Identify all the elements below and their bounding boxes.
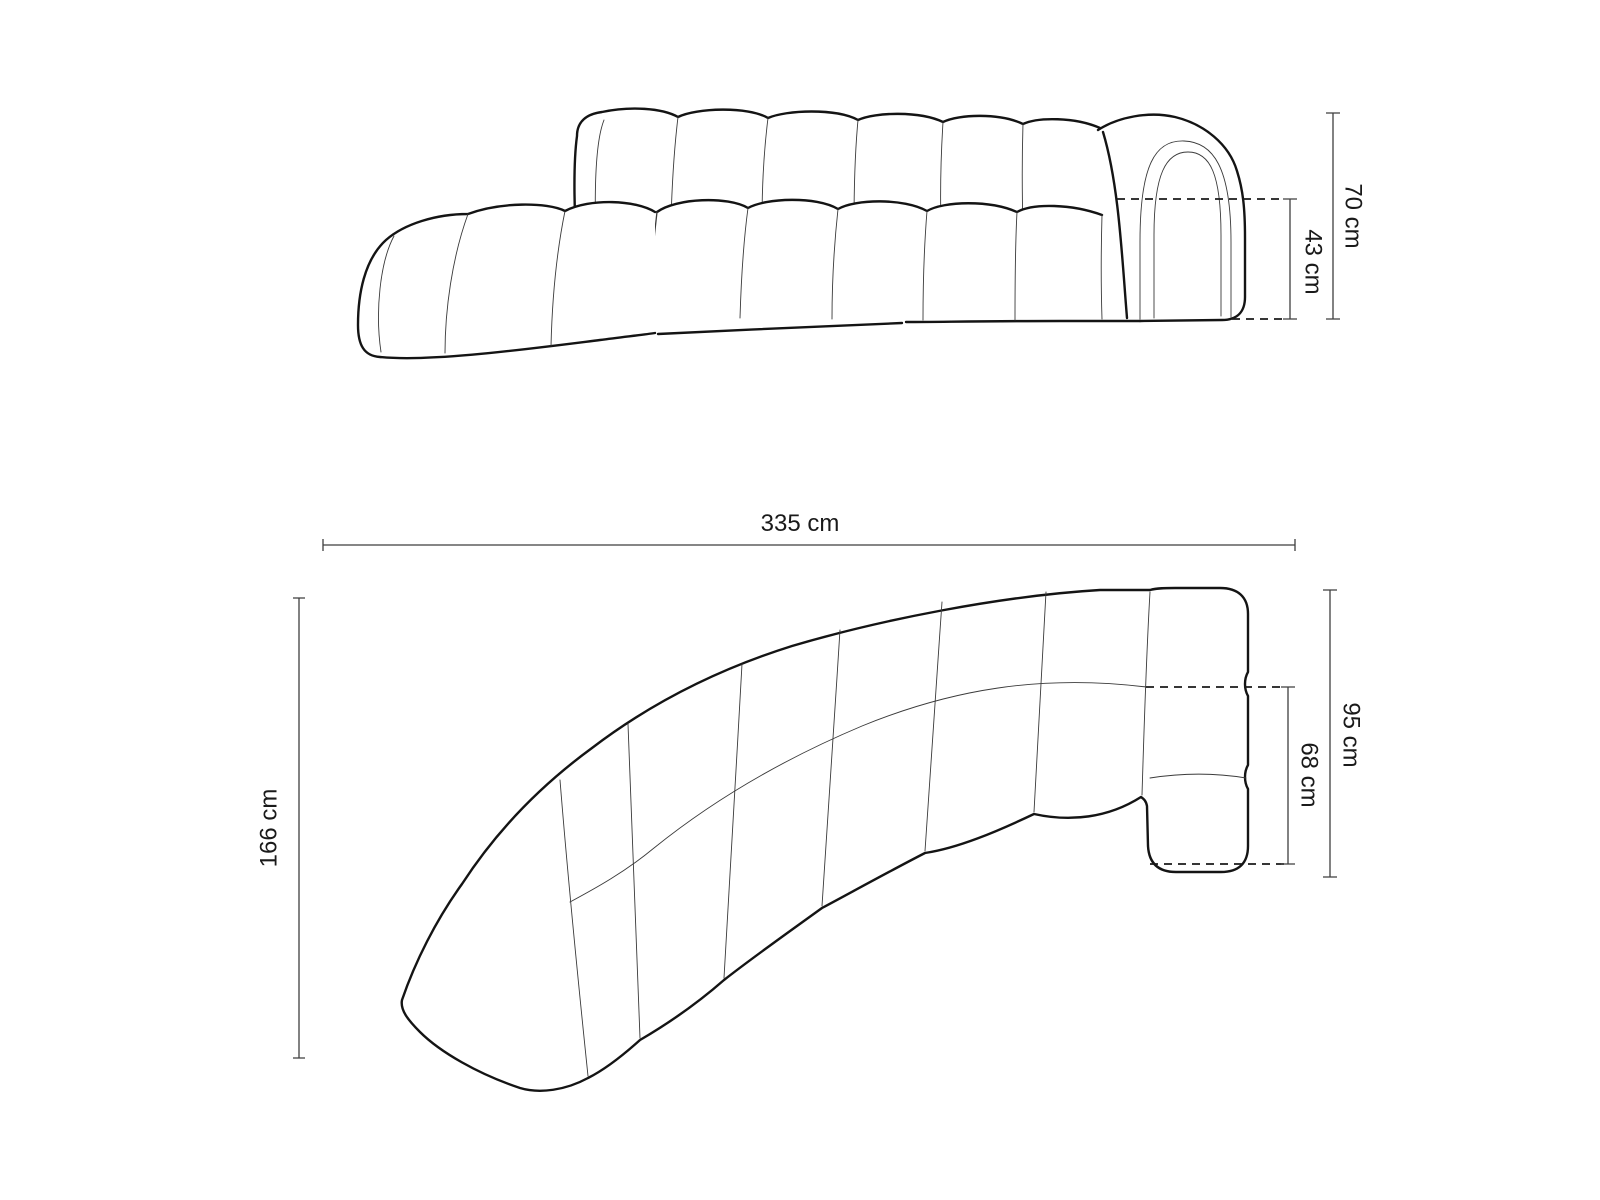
dimension-label-43cm: 43 cm — [1299, 229, 1327, 295]
front-view — [358, 109, 1367, 359]
sofa-plan — [402, 588, 1248, 1091]
dimension-label-335cm: 335 cm — [760, 510, 840, 537]
dimension-label-70cm: 70 cm — [1339, 183, 1367, 249]
chaise-fill — [358, 202, 655, 358]
sofa-front-chaise — [358, 202, 655, 358]
sofa-front-armrest — [1098, 114, 1245, 321]
dimension-line-68cm — [1281, 687, 1295, 864]
dimension-line-335cm — [323, 539, 1295, 551]
dimension-line-70cm — [1326, 113, 1340, 319]
sofa-front-seats — [650, 200, 1140, 334]
dimension-label-166cm: 166 cm — [255, 788, 283, 868]
dimension-label-68cm: 68 cm — [1295, 742, 1323, 808]
dimension-line-95cm — [1323, 590, 1337, 877]
top-view — [255, 510, 1364, 1091]
dimension-line-166cm — [293, 598, 305, 1058]
plan-fill — [402, 588, 1248, 1091]
dimension-line-43cm — [1283, 199, 1297, 319]
dimension-label-95cm: 95 cm — [1337, 702, 1365, 768]
seats-fill — [657, 200, 1110, 334]
